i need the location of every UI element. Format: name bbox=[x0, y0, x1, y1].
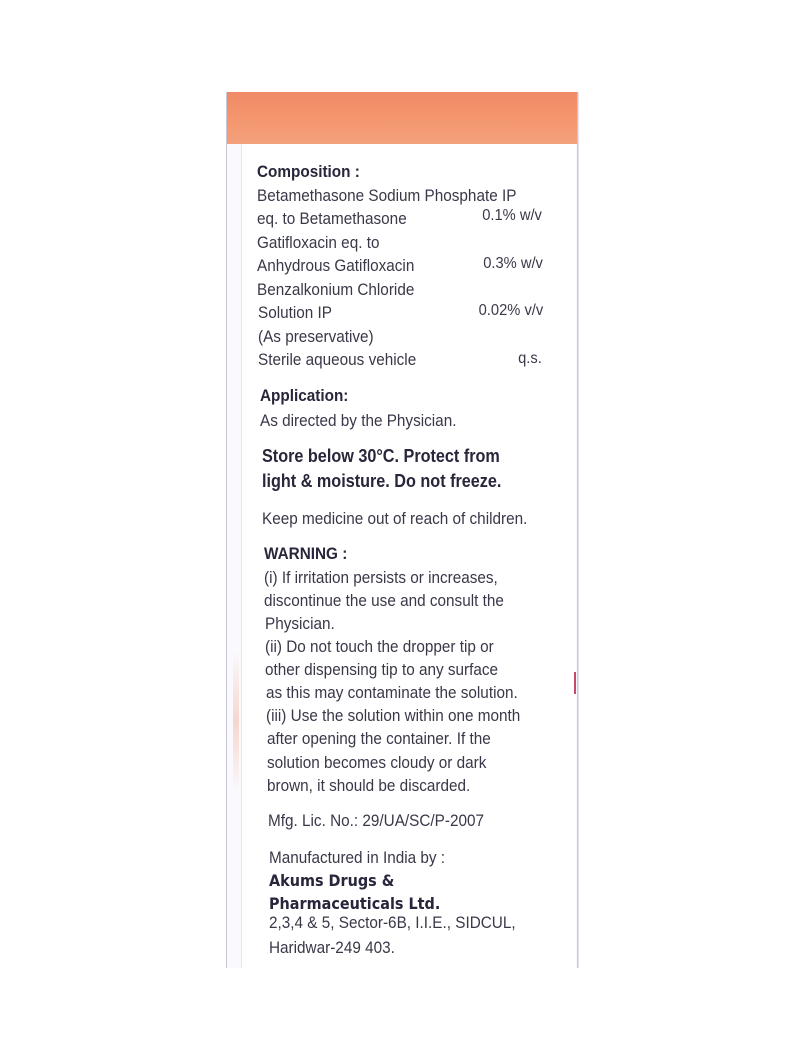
storage-line-2: light & moisture. Do not freeze. bbox=[262, 471, 502, 491]
composition-heading: Composition : bbox=[257, 162, 360, 181]
composition-line-8: Sterile aqueous vehicle bbox=[258, 350, 417, 369]
manufacturer-intro: Manufactured in India by : bbox=[269, 848, 446, 867]
application-text: As directed by the Physician. bbox=[260, 411, 457, 430]
composition-line-5: Benzalkonium Chloride bbox=[257, 280, 415, 299]
betamethasone-strength: 0.1% w/v bbox=[482, 207, 542, 224]
vehicle-quantity: q.s. bbox=[518, 350, 542, 367]
warning-line-2: discontinue the use and consult the bbox=[264, 591, 504, 610]
warning-heading: WARNING : bbox=[264, 544, 348, 563]
composition-line-6: Solution IP bbox=[258, 303, 333, 322]
composition-line-1: Betamethasone Sodium Phosphate IP bbox=[257, 186, 517, 205]
warning-line-7: (iii) Use the solution within one month bbox=[266, 706, 521, 725]
application-heading: Application: bbox=[260, 386, 349, 405]
storage-line-1: Store below 30°C. Protect from bbox=[262, 446, 500, 466]
gatifloxacin-strength: 0.3% w/v bbox=[483, 255, 543, 272]
manufacturer-name-line-1: Akums Drugs & bbox=[269, 871, 395, 890]
manufacturer-address-line-1: 2,3,4 & 5, Sector-6B, I.I.E., SIDCUL, bbox=[269, 913, 516, 932]
warning-line-4: (ii) Do not touch the dropper tip or bbox=[265, 637, 494, 656]
manufacturer-address-line-2: Haridwar-249 403. bbox=[269, 938, 395, 957]
composition-line-3: Gatifloxacin eq. to bbox=[257, 233, 380, 252]
orange-top-band bbox=[227, 92, 577, 144]
warning-line-8: after opening the container. If the bbox=[267, 729, 491, 748]
manufacturer-name-line-2: Pharmaceuticals Ltd. bbox=[269, 894, 441, 913]
warning-line-6: as this may contaminate the solution. bbox=[266, 683, 518, 702]
mfg-license-number: Mfg. Lic. No.: 29/UA/SC/P-2007 bbox=[268, 811, 484, 830]
benzalkonium-strength: 0.02% v/v bbox=[478, 302, 543, 319]
warning-line-10: brown, it should be discarded. bbox=[267, 776, 471, 795]
keep-out-of-reach-text: Keep medicine out of reach of children. bbox=[262, 509, 528, 528]
composition-line-4: Anhydrous Gatifloxacin bbox=[257, 256, 415, 275]
warning-line-5: other dispensing tip to any surface bbox=[265, 660, 499, 679]
warning-line-9: solution becomes cloudy or dark bbox=[267, 753, 487, 772]
warning-line-3: Physician. bbox=[265, 614, 335, 633]
composition-line-7: (As preservative) bbox=[258, 327, 374, 346]
composition-line-2: eq. to Betamethasone bbox=[257, 209, 407, 228]
carton-fold-shadow bbox=[233, 652, 239, 792]
warning-line-1: (i) If irritation persists or increases, bbox=[264, 568, 498, 587]
edge-print-mark bbox=[574, 672, 576, 694]
